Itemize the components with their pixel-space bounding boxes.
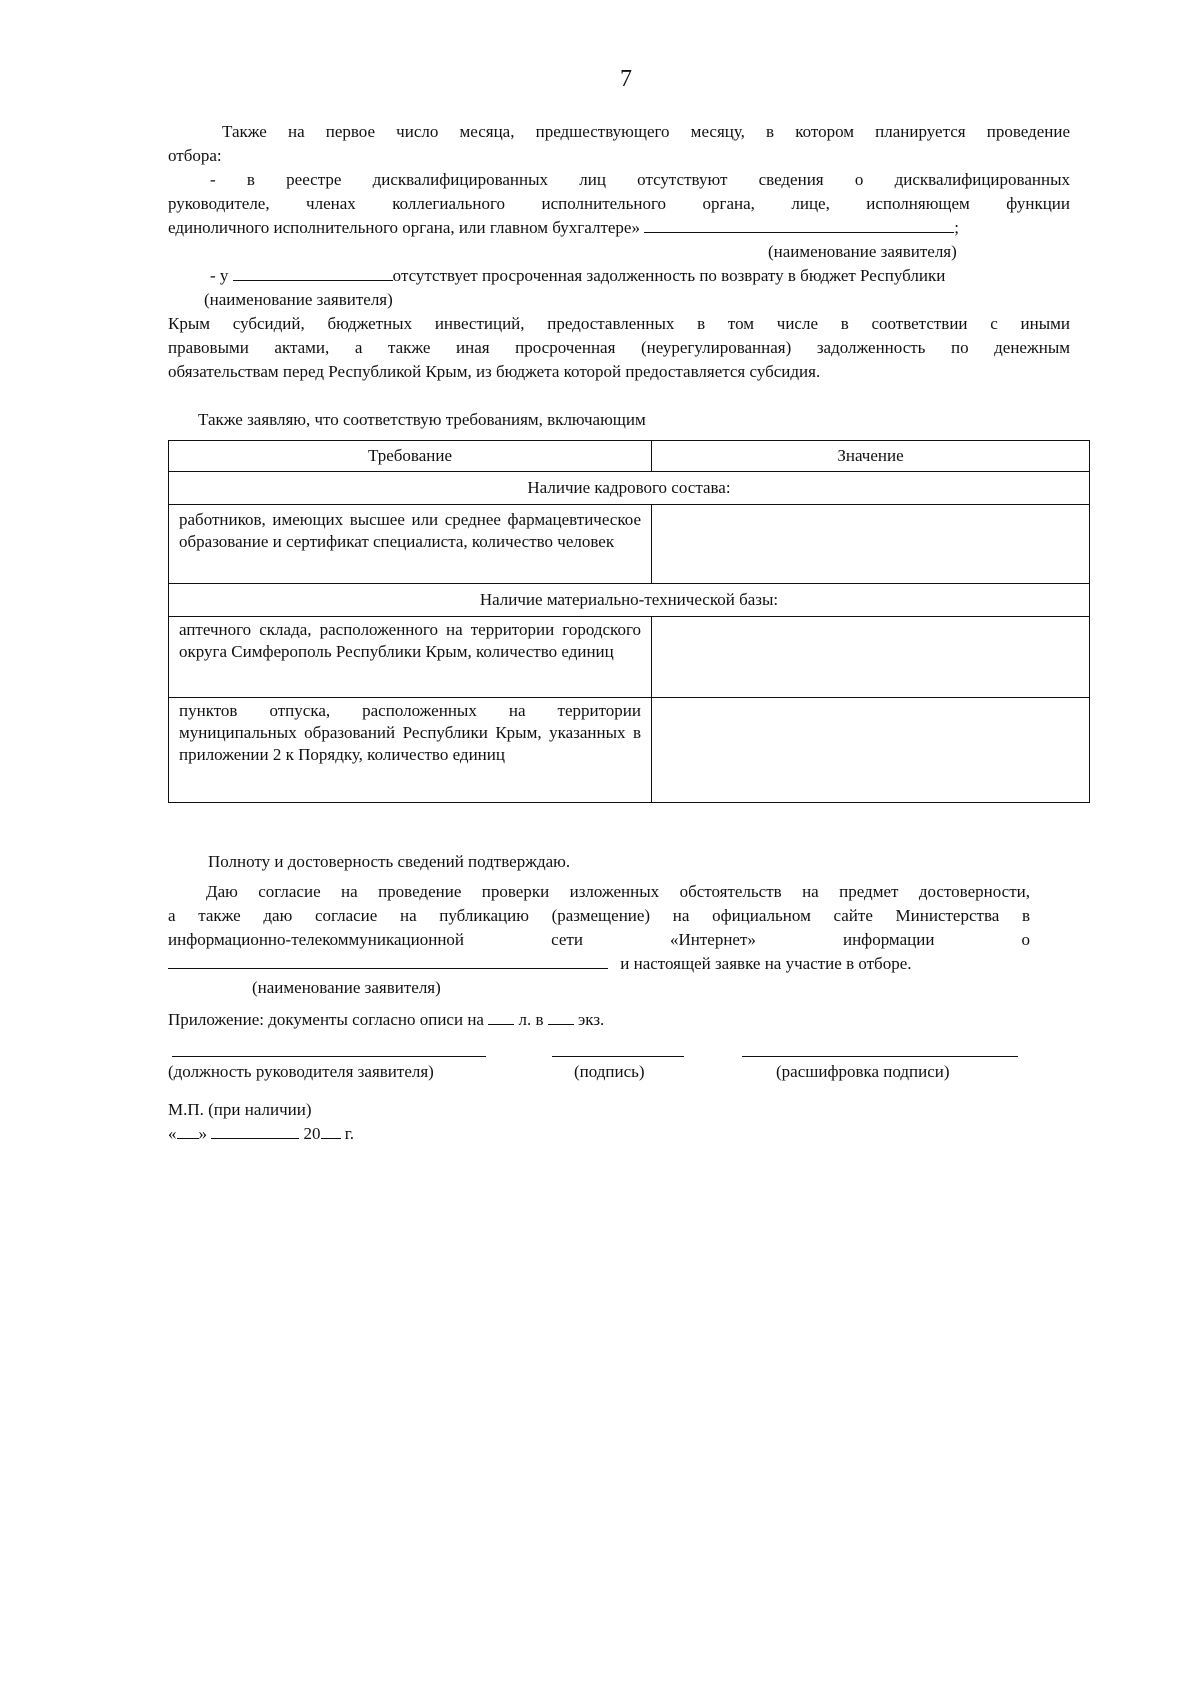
disq-line-1: - в реестре дисквалифицированных лиц отсутствуют сведения о дисквалифицированных (210, 170, 1070, 189)
decoding-caption: (расшифровка подписи) (776, 1062, 950, 1081)
consent-line-1: Даю согласие на проведение проверки изложенных обстоятельств на предмет достоверности, (206, 882, 1030, 901)
page-number: 7 (620, 66, 632, 92)
intro-line-2: отбора: (168, 146, 222, 165)
consent-line-4-text: и настоящей заявке на участие в отборе. (620, 954, 912, 973)
month-blank (211, 1124, 299, 1139)
debt-text: отсутствует просроченная задолженность по возврату в бюджет Республики (392, 266, 946, 285)
section-staff: Наличие кадрового состава: (169, 472, 1090, 505)
table-row (169, 617, 1090, 698)
declare-text: Также заявляю, что соответствую требованиям, включающим (198, 410, 646, 429)
date-line (168, 1122, 354, 1146)
requirements-table (168, 440, 1090, 803)
value-staff (652, 505, 1090, 584)
sheets-blank (488, 1010, 514, 1025)
copies-blank (548, 1010, 574, 1025)
table-row (169, 505, 1090, 584)
attachment-suffix: экз. (578, 1010, 605, 1029)
debt-line-3: правовыми актами, а также иная просроченная (неурегулированная) задолженность по денежным (168, 338, 1070, 357)
disq-line-3-text: единоличного исполнительного органа, или главном бухгалтере» (168, 218, 640, 237)
section-facilities: Наличие материально-технической базы: (169, 584, 1090, 617)
date-close-quote: » (198, 1124, 207, 1143)
header-requirement: Требование (169, 441, 652, 472)
consent-line-3: информационно-телекоммуникационной сети «Интернет» информации о (168, 930, 1030, 949)
requirement-staff: работников, имеющих высшее или среднее фармацевтическое образование и сертификат специалиста, количество человек (169, 505, 652, 584)
decoding-signature-line (742, 1056, 1018, 1057)
day-blank (177, 1124, 199, 1139)
applicant-name-blank-3 (168, 954, 608, 969)
consent-line-4 (168, 952, 1030, 976)
attachment-line (168, 1008, 604, 1032)
year-blank (321, 1124, 341, 1139)
applicant-name-blank-2 (233, 266, 393, 281)
disq-caption: (наименование заявителя) (768, 242, 957, 261)
year-prefix: 20 (303, 1124, 321, 1143)
header-value: Значение (652, 441, 1090, 472)
intro-line-1: Также на первое число месяца, предшествующего месяцу, в котором планируется проведение (222, 122, 1070, 141)
signature-caption: (подпись) (574, 1062, 645, 1081)
consent-line-2: а также даю согласие на публикацию (размещение) на официальном сайте Министерства в (168, 906, 1030, 925)
section-row (169, 472, 1090, 505)
position-caption: (должность руководителя заявителя) (168, 1062, 434, 1081)
confirm-text: Полноту и достоверность сведений подтверждаю. (208, 852, 571, 871)
date-open-quote: « (168, 1124, 177, 1143)
debt-caption: (наименование заявителя) (204, 290, 393, 309)
year-suffix: г. (344, 1124, 355, 1143)
disq-line-2: руководителе, членах коллегиального исполнительного органа, лице, исполняющем функции (168, 194, 1070, 213)
signature-line (552, 1056, 684, 1057)
requirement-warehouse: аптечного склада, расположенного на территории городского округа Симферополь Республики Крым, количество единиц (169, 617, 652, 698)
value-warehouse (652, 617, 1090, 698)
stamp-text: М.П. (при наличии) (168, 1100, 312, 1119)
disq-line-3 (168, 216, 1070, 240)
table-row (169, 698, 1090, 803)
attachment-mid: л. в (518, 1010, 544, 1029)
disq-line-3-end: ; (954, 218, 959, 237)
applicant-name-blank-1 (644, 218, 954, 233)
position-signature-line (172, 1056, 486, 1057)
consent-caption: (наименование заявителя) (252, 978, 441, 997)
debt-line-2: Крым субсидий, бюджетных инвестиций, предоставленных в том числе в соответствии с иными (168, 314, 1070, 333)
requirement-dispensing-points: пунктов отпуска, расположенных на территории муниципальных образований Республики Крым, указанных в приложении 2 к Порядку, количество единиц (169, 698, 652, 803)
section-row (169, 584, 1090, 617)
value-dispensing-points (652, 698, 1090, 803)
debt-line-1 (210, 264, 1070, 288)
attachment-prefix: Приложение: документы согласно описи на (168, 1010, 484, 1029)
debt-prefix: - у (210, 266, 229, 285)
table-header-row (169, 441, 1090, 472)
debt-line-4: обязательствам перед Республикой Крым, из бюджета которой предоставляется субсидия. (168, 362, 821, 381)
